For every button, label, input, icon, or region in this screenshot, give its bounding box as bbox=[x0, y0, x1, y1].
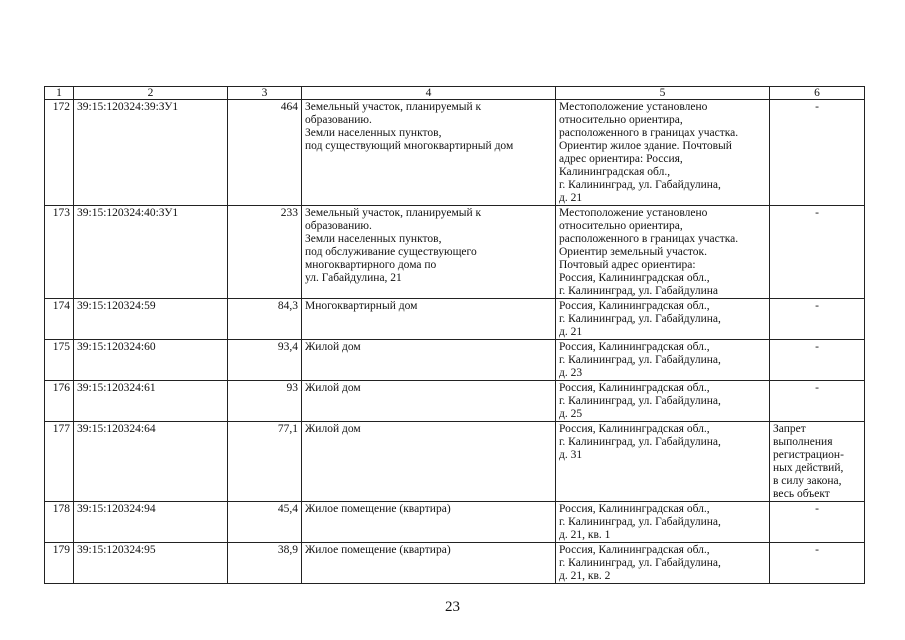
row-number: 175 bbox=[45, 340, 74, 381]
table-row bbox=[45, 299, 865, 340]
object-description: Жилой дом bbox=[302, 422, 556, 502]
cadastral-number: 39:15:120324:59 bbox=[74, 299, 228, 340]
encumbrance: - bbox=[770, 381, 865, 422]
cadastral-number: 39:15:120324:39:ЗУ1 bbox=[74, 100, 228, 206]
object-address: Россия, Калининградская обл., г. Калининград, ул. Габайдулина, д. 21, кв. 2 bbox=[556, 543, 770, 584]
cadastral-number: 39:15:120324:40:ЗУ1 bbox=[74, 206, 228, 299]
page-number: 23 bbox=[445, 599, 460, 615]
object-address: Россия, Калининградская обл., г. Калининград, ул. Габайдулина, д. 31 bbox=[556, 422, 770, 502]
table-row bbox=[45, 206, 865, 299]
encumbrance: - bbox=[770, 299, 865, 340]
encumbrance: - bbox=[770, 340, 865, 381]
object-description: Многоквартирный дом bbox=[302, 299, 556, 340]
column-number: 2 bbox=[74, 87, 228, 100]
column-number: 6 bbox=[770, 87, 865, 100]
area-value: 93,4 bbox=[228, 340, 302, 381]
table-row bbox=[45, 543, 865, 584]
column-number: 1 bbox=[45, 87, 74, 100]
area-value: 38,9 bbox=[228, 543, 302, 584]
table-row bbox=[45, 422, 865, 502]
row-number: 179 bbox=[45, 543, 74, 584]
area-value: 84,3 bbox=[228, 299, 302, 340]
table-body bbox=[45, 87, 865, 584]
table-row bbox=[45, 502, 865, 543]
row-number: 176 bbox=[45, 381, 74, 422]
cadastral-number: 39:15:120324:64 bbox=[74, 422, 228, 502]
object-address: Россия, Калининградская обл., г. Калининград, ул. Габайдулина, д. 25 bbox=[556, 381, 770, 422]
area-value: 77,1 bbox=[228, 422, 302, 502]
encumbrance: - bbox=[770, 543, 865, 584]
object-address: Россия, Калининградская обл., г. Калининград, ул. Габайдулина, д. 21 bbox=[556, 299, 770, 340]
encumbrance: - bbox=[770, 206, 865, 299]
row-number: 174 bbox=[45, 299, 74, 340]
object-description: Жилое помещение (квартира) bbox=[302, 543, 556, 584]
column-number: 5 bbox=[556, 87, 770, 100]
cadastral-number: 39:15:120324:61 bbox=[74, 381, 228, 422]
object-description: Земельный участок, планируемый к образованию. Земли населенных пунктов, под обслуживание существующего многоквартирного дома по ул. Габайдулина, 21 bbox=[302, 206, 556, 299]
cadastral-number: 39:15:120324:60 bbox=[74, 340, 228, 381]
cadastral-number: 39:15:120324:95 bbox=[74, 543, 228, 584]
column-number: 3 bbox=[228, 87, 302, 100]
row-number: 173 bbox=[45, 206, 74, 299]
column-number: 4 bbox=[302, 87, 556, 100]
table-row bbox=[45, 100, 865, 206]
area-value: 464 bbox=[228, 100, 302, 206]
object-description: Жилое помещение (квартира) bbox=[302, 502, 556, 543]
encumbrance: - bbox=[770, 502, 865, 543]
object-description: Жилой дом bbox=[302, 340, 556, 381]
area-value: 93 bbox=[228, 381, 302, 422]
object-address: Местоположение установлено относительно ориентира, расположенного в границах участка. Ориентир жилое здание. Почтовый адрес ориентира: Россия, Калининградская обл., г. Калининград, ул. Габайдулина, д. 21 bbox=[556, 100, 770, 206]
area-value: 45,4 bbox=[228, 502, 302, 543]
property-register-table bbox=[44, 86, 865, 584]
row-number: 177 bbox=[45, 422, 74, 502]
column-number-row bbox=[45, 87, 865, 100]
object-description: Жилой дом bbox=[302, 381, 556, 422]
encumbrance: Запрет выполнения регистрацион- ных действий, в силу закона, весь объект bbox=[770, 422, 865, 502]
encumbrance: - bbox=[770, 100, 865, 206]
row-number: 172 bbox=[45, 100, 74, 206]
object-address: Местоположение установлено относительно ориентира, расположенного в границах участка. Ориентир земельный участок. Почтовый адрес ориентира: Россия, Калининградская обл., г. Калининград, ул. Габайдулина bbox=[556, 206, 770, 299]
object-description: Земельный участок, планируемый к образованию. Земли населенных пунктов, под существующий многоквартирный дом bbox=[302, 100, 556, 206]
object-address: Россия, Калининградская обл., г. Калининград, ул. Габайдулина, д. 21, кв. 1 bbox=[556, 502, 770, 543]
cadastral-number: 39:15:120324:94 bbox=[74, 502, 228, 543]
table-row bbox=[45, 340, 865, 381]
table-row bbox=[45, 381, 865, 422]
row-number: 178 bbox=[45, 502, 74, 543]
object-address: Россия, Калининградская обл., г. Калининград, ул. Габайдулина, д. 23 bbox=[556, 340, 770, 381]
area-value: 233 bbox=[228, 206, 302, 299]
